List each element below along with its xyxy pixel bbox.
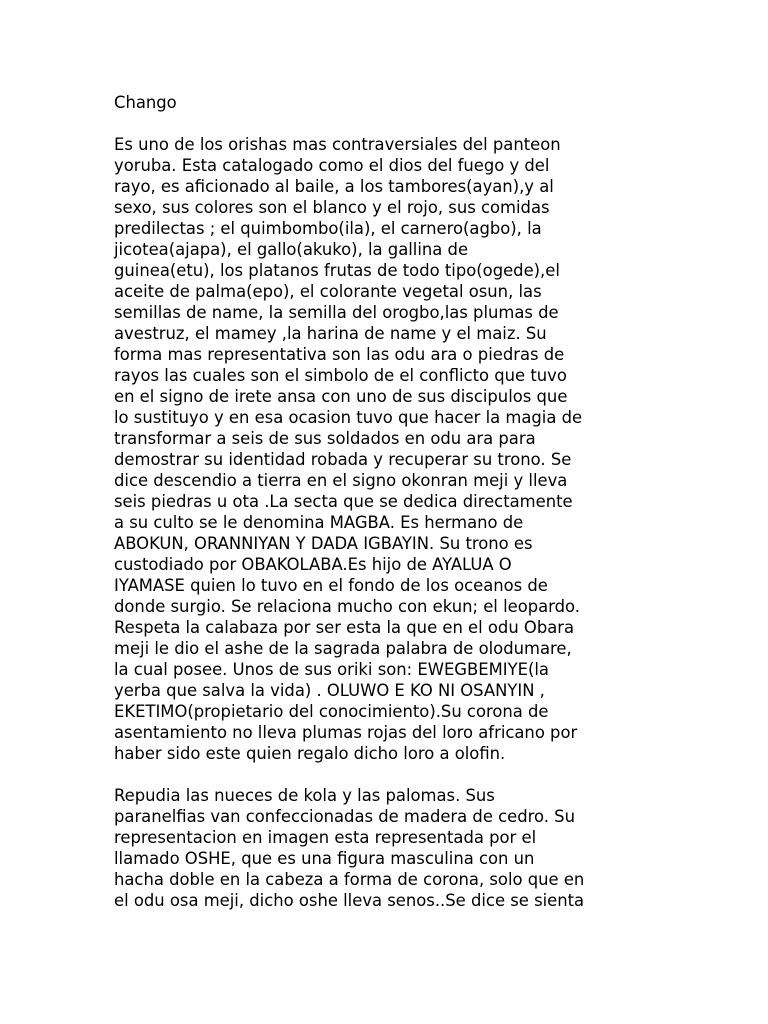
text-line: transformar a seis de sus soldados en odu ara para <box>114 429 536 448</box>
text-line: hacha doble en la cabeza a forma de corona, solo que en <box>114 870 585 889</box>
text-line: llamado OSHE, que es una figura masculina con un <box>114 849 535 868</box>
text-line: seis piedras u ota .La secta que se dedica directamente <box>114 492 573 511</box>
text-line: rayo, es aficionado al baile, a los tambores(ayan),y al <box>114 177 554 196</box>
text-line: aceite de palma(epo), el colorante vegetal osun, las <box>114 282 542 301</box>
text-line: el odu osa meji, dicho oshe lleva senos..Se dice se sienta <box>114 891 585 910</box>
text-line: jicotea(ajapa), el gallo(akuko), la gallina de <box>114 240 469 259</box>
text-line: paranelfias van confeccionadas de madera de cedro. Su <box>114 807 575 826</box>
document-body <box>114 134 674 911</box>
text-line: yoruba. Esta catalogado como el dios del fuego y del <box>114 156 550 175</box>
text-line: predilectas ; el quimbombo(ila), el carnero(agbo), la <box>114 219 542 238</box>
text-line: representacion en imagen esta representada por el <box>114 828 537 847</box>
document-page <box>114 92 674 932</box>
text-line: forma mas representativa son las odu ara o piedras de <box>114 345 565 364</box>
text-line: avestruz, el mamey ,la harina de name y el maiz. Su <box>114 324 547 343</box>
text-line: lo sustituyo y en esa ocasion tuvo que hacer la magia de <box>114 408 583 427</box>
text-line: EKETIMO(propietario del conocimiento).Su corona de <box>114 702 549 721</box>
page-title: Chango <box>114 93 177 112</box>
text-line: custodiado por OBAKOLABA.Es hijo de AYALUA O <box>114 555 512 574</box>
text-line: IYAMASE quien lo tuvo en el fondo de los oceanos de <box>114 576 548 595</box>
text-line: asentamiento no lleva plumas rojas del loro africano por <box>114 723 578 742</box>
text-line: la cual posee. Unos de sus oriki son: EWEGBEMIYE(la <box>114 660 549 679</box>
text-line: Repudia las nueces de kola y las palomas. Sus <box>114 786 495 805</box>
text-line: dice descendio a tierra en el signo okonran meji y lleva <box>114 471 568 490</box>
text-line: a su culto se le denomina MAGBA. Es hermano de <box>114 513 524 532</box>
text-line: haber sido este quien regalo dicho loro a olofin. <box>114 744 506 763</box>
text-line: sexo, sus colores son el blanco y el rojo, sus comidas <box>114 198 550 217</box>
text-line: Es uno de los orishas mas contraversiales del panteon <box>114 135 561 154</box>
text-line: donde surgio. Se relaciona mucho con ekun; el leopardo. <box>114 597 580 616</box>
text-line: semillas de name, la semilla del orogbo,las plumas de <box>114 303 559 322</box>
text-line: guinea(etu), los platanos frutas de todo tipo(ogede),el <box>114 261 560 280</box>
text-line: Respeta la calabaza por ser esta la que en el odu Obara <box>114 618 575 637</box>
text-line: meji le dio el ashe de la sagrada palabra de olodumare, <box>114 639 572 658</box>
text-line: yerba que salva la vida) . OLUWO E KO NI OSANYIN , <box>114 681 545 700</box>
text-line: ABOKUN, ORANNIYAN Y DADA IGBAYIN. Su trono es <box>114 534 533 553</box>
text-line: rayos las cuales son el simbolo de el conflicto que tuvo <box>114 366 567 385</box>
paragraph <box>114 785 674 911</box>
text-line: en el signo de irete ansa con uno de sus discipulos que <box>114 387 568 406</box>
paragraph <box>114 134 674 764</box>
text-line: demostrar su identidad robada y recuperar su trono. Se <box>114 450 572 469</box>
